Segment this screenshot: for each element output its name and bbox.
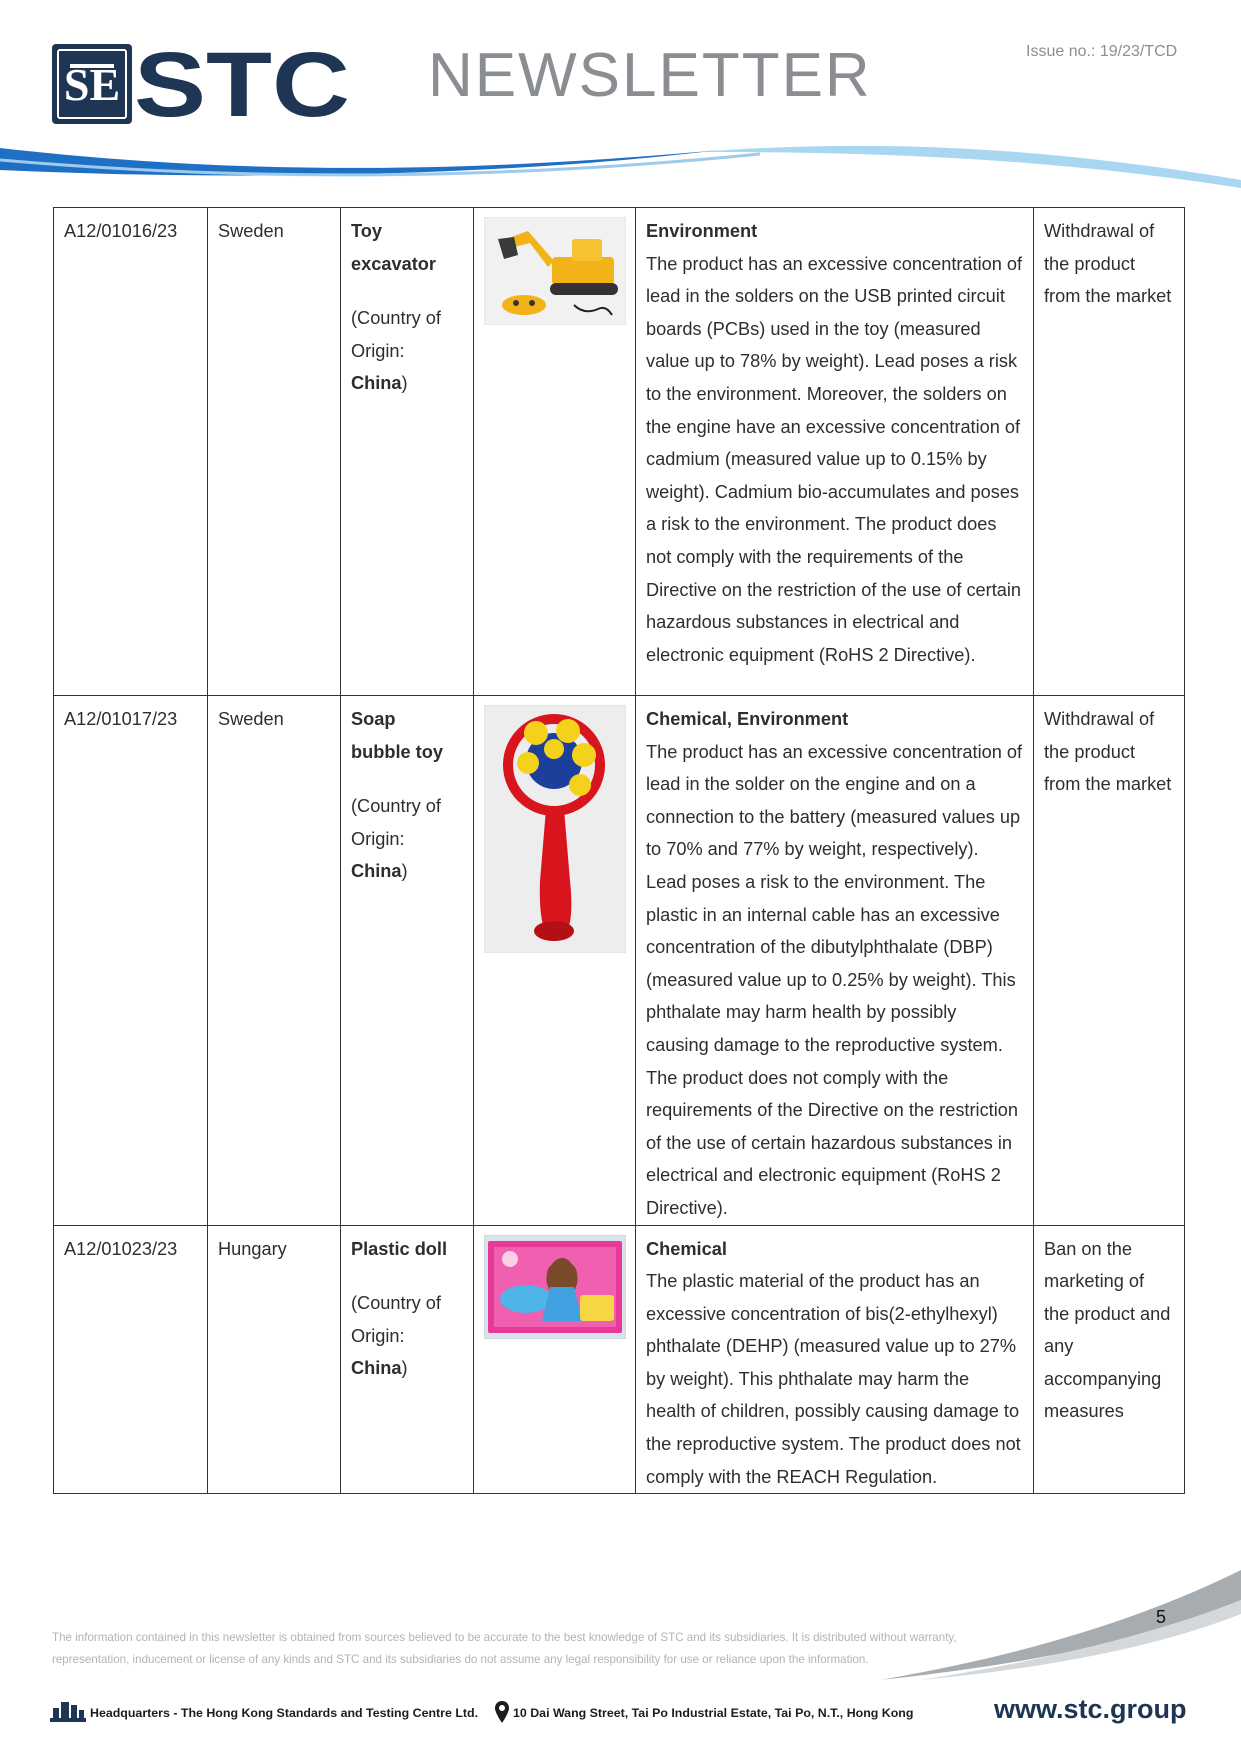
origin-label: Origin: xyxy=(351,1325,405,1346)
headquarters-text: Headquarters - The Hong Kong Standards and Testing Centre Ltd. xyxy=(90,1706,479,1720)
image-cell xyxy=(474,696,636,1226)
origin-country: China xyxy=(351,373,402,394)
measure-cell: Withdrawal of the product from the market xyxy=(1034,208,1185,696)
location-pin-icon xyxy=(495,1701,509,1723)
issue-number: Issue no.: 19/23/TCD xyxy=(1026,43,1178,60)
origin-country: China xyxy=(351,1358,402,1379)
newsletter-title: NEWSLETTER xyxy=(428,41,872,110)
risk-description: The plastic material of the product has an excessive concentration of bis(2-ethylhexyl) phthalate (DEHP) (measured value up to 27% by weight). This phthalate may harm the health of children, possibly causing damage to the reproductive system. The product does not comply with the REACH Regulation. xyxy=(646,1271,1021,1487)
risk-category: Chemical, Environment xyxy=(646,709,849,729)
origin-suffix: ) xyxy=(401,861,408,882)
table-row xyxy=(54,208,1185,696)
product-name: Soap xyxy=(351,709,396,729)
risk-category: Chemical xyxy=(646,1238,727,1259)
address-text: 10 Dai Wang Street, Tai Po Industrial Estate, Tai Po, N.T., Hong Kong xyxy=(513,1706,914,1720)
soap-bubble-toy-image xyxy=(484,705,626,953)
reference-cell: A12/01016/23 xyxy=(54,208,208,696)
risk-category: Environment xyxy=(646,221,758,241)
table-row xyxy=(54,1225,1185,1494)
origin-label: (Country of xyxy=(351,308,441,329)
product-name: excavator xyxy=(351,253,436,274)
measure-cell: Ban on the marketing of the product and any accompanying measures xyxy=(1034,1225,1185,1494)
origin-country: China xyxy=(351,861,402,882)
origin-label: (Country of xyxy=(351,796,441,817)
reference-cell: A12/01023/23 xyxy=(54,1225,208,1494)
risk-description: The product has an excessive concentration of lead in the solders on the USB printed circuit boards (PCBs) used in the toy (measured value up to 78% by weight). Lead poses a risk to the environment. Moreover, the solders on the engine have an excessive concentration of cadmium (measured value up to 0.15% by weight). Cadmium bio-accumulates and poses a risk to the environment. The product does not comply with the requirements of the Directive on the restriction of the use of certain hazardous substances in electrical and electronic equipment (RoHS 2 Directive). xyxy=(646,253,1023,665)
origin-label: Origin: xyxy=(351,340,405,361)
image-cell xyxy=(474,1225,636,1494)
country-cell: Hungary xyxy=(208,1225,341,1494)
description-cell xyxy=(636,1225,1034,1494)
toy-excavator-image xyxy=(484,217,626,325)
disclaimer: The information contained in this newsletter is obtained from sources believed to be accurate to the best knowledge of STC and its subsidiaries. It is distributed without warranty, representation, inducement or license of any kinds and STC and its subsidiaries do not assume any legal responsibility for use or reliance upon the information. xyxy=(52,1631,957,1666)
header-swoosh xyxy=(0,140,1241,200)
website-link[interactable]: www.stc.group xyxy=(994,1694,1187,1724)
description-cell xyxy=(636,696,1034,1226)
recall-table xyxy=(53,207,1185,1494)
country-cell: Sweden xyxy=(208,696,341,1226)
svg-text:SE: SE xyxy=(63,59,121,110)
description-cell xyxy=(636,208,1034,696)
reference-cell: A12/01017/23 xyxy=(54,696,208,1226)
origin-suffix: ) xyxy=(401,373,408,394)
product-name: bubble toy xyxy=(351,741,443,762)
origin-label: Origin: xyxy=(351,828,405,849)
country-cell: Sweden xyxy=(208,208,341,696)
product-cell xyxy=(341,696,474,1226)
measure-cell: Withdrawal of the product from the market xyxy=(1034,696,1185,1226)
origin-label: (Country of xyxy=(351,1293,441,1314)
plastic-doll-image xyxy=(484,1235,626,1339)
image-cell xyxy=(474,208,636,696)
origin-suffix: ) xyxy=(401,1358,408,1379)
product-cell xyxy=(341,208,474,696)
risk-description: The product has an excessive concentration of lead in the solder on the engine and on a connection to the battery (measured values up to 70% and 77% by weight, respectively). Lead poses a risk to the environment. The plastic in an internal cable has an excessive concentration of the dibutylphthalate (DBP) (measured value up to 0.25% by weight). This phthalate may harm health by possibly causing damage to the reproductive system. The product does not comply with the requirements of the Directive on the restriction of the use of certain hazardous substances in electrical and electronic equipment (RoHS 2 Directive). xyxy=(646,741,1023,1218)
product-name: Plastic doll xyxy=(351,1238,448,1259)
stc-logo xyxy=(52,44,352,126)
product-name: Toy xyxy=(351,221,382,241)
product-cell xyxy=(341,1225,474,1494)
building-icon xyxy=(50,1700,86,1722)
logo-text: STC xyxy=(134,44,350,126)
page-number: 5 xyxy=(1156,1607,1167,1627)
table-row xyxy=(54,696,1185,1226)
